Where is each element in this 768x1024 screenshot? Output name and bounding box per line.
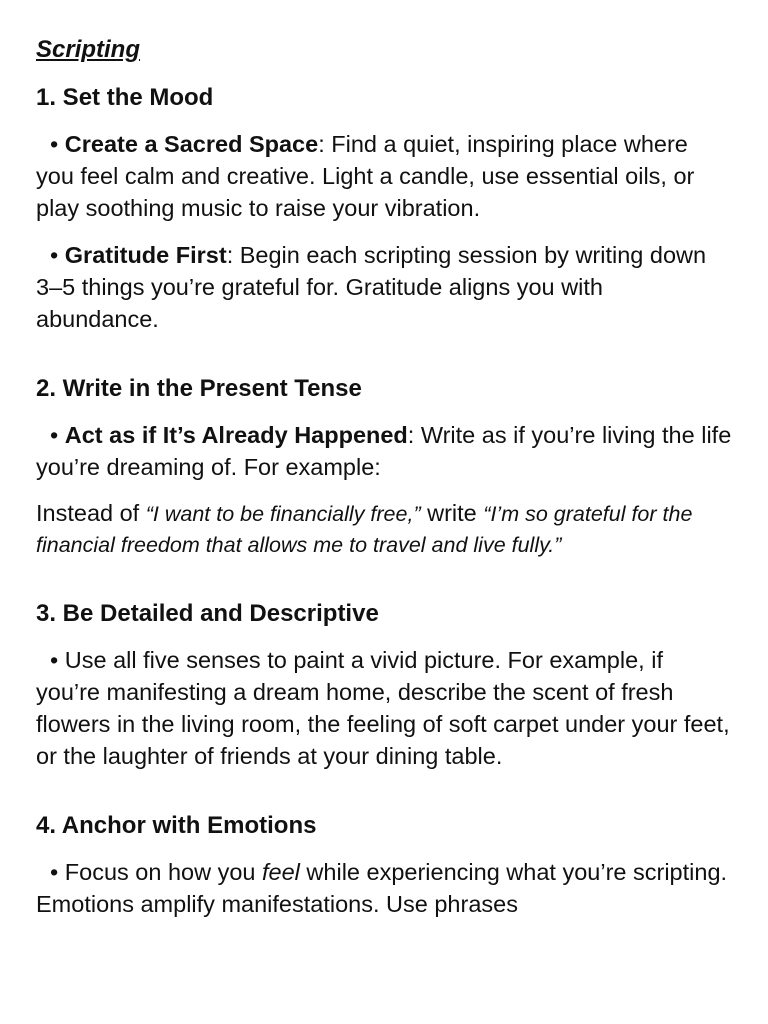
bullet-paragraph-focus-feel	[36, 856, 732, 920]
bullet-text: while experiencing what you’re scripting. Emotions amplify manifestations. Use phrases	[36, 859, 728, 917]
bullet-text: : Find a quiet, inspiring place where you feel calm and creative. Light a candle, use essential oils, or play soothing music to raise your vibration.	[36, 131, 695, 221]
bullet-marker: •	[50, 647, 59, 673]
bullet-marker: •	[50, 859, 59, 885]
bullet-text: Focus on how you	[58, 859, 263, 885]
example-quote-before: “I want to be financially free,”	[145, 502, 421, 526]
section-heading-detailed: 3. Be Detailed and Descriptive	[36, 600, 379, 627]
bullet-paragraph-five-senses	[36, 644, 732, 772]
bullet-term: Act as if It’s Already Happened	[64, 422, 408, 448]
section-heading-emotions: 4. Anchor with Emotions	[36, 812, 317, 839]
bullet-paragraph-gratitude	[36, 239, 732, 335]
bullet-text: : Write as if you’re living the life you’re dreaming of. For example:	[36, 422, 732, 480]
example-mid: write	[420, 500, 484, 526]
bullet-marker: •	[50, 242, 59, 268]
bullet-paragraph-sacred-space	[36, 128, 732, 224]
bullet-paragraph-act-as-if	[36, 419, 732, 483]
bullet-text: : Begin each scripting session by writing down 3–5 things you’re grateful for. Gratitude aligns you with abundance.	[36, 242, 707, 332]
example-paragraph	[36, 498, 732, 560]
example-lead: Instead of	[36, 500, 146, 526]
bullet-term: Create a Sacred Space	[64, 131, 319, 157]
section-heading-set-the-mood: 1. Set the Mood	[36, 84, 214, 111]
bullet-marker: •	[50, 131, 59, 157]
bullet-emphasis: feel	[262, 859, 300, 885]
example-quote-after: “I’m so grateful for the financial freedom that allows me to travel and live fully.”	[36, 502, 693, 557]
section-heading-present-tense: 2. Write in the Present Tense	[36, 375, 362, 402]
bullet-text: Use all five senses to paint a vivid picture. For example, if you’re manifesting a dream home, describe the scent of fresh flowers in the living room, the feeling of soft carpet under your feet, or the laughter of friends at your dining table.	[36, 647, 730, 769]
bullet-term: Gratitude First	[64, 242, 227, 268]
document-title: Scripting	[36, 36, 141, 63]
bullet-marker: •	[50, 422, 59, 448]
